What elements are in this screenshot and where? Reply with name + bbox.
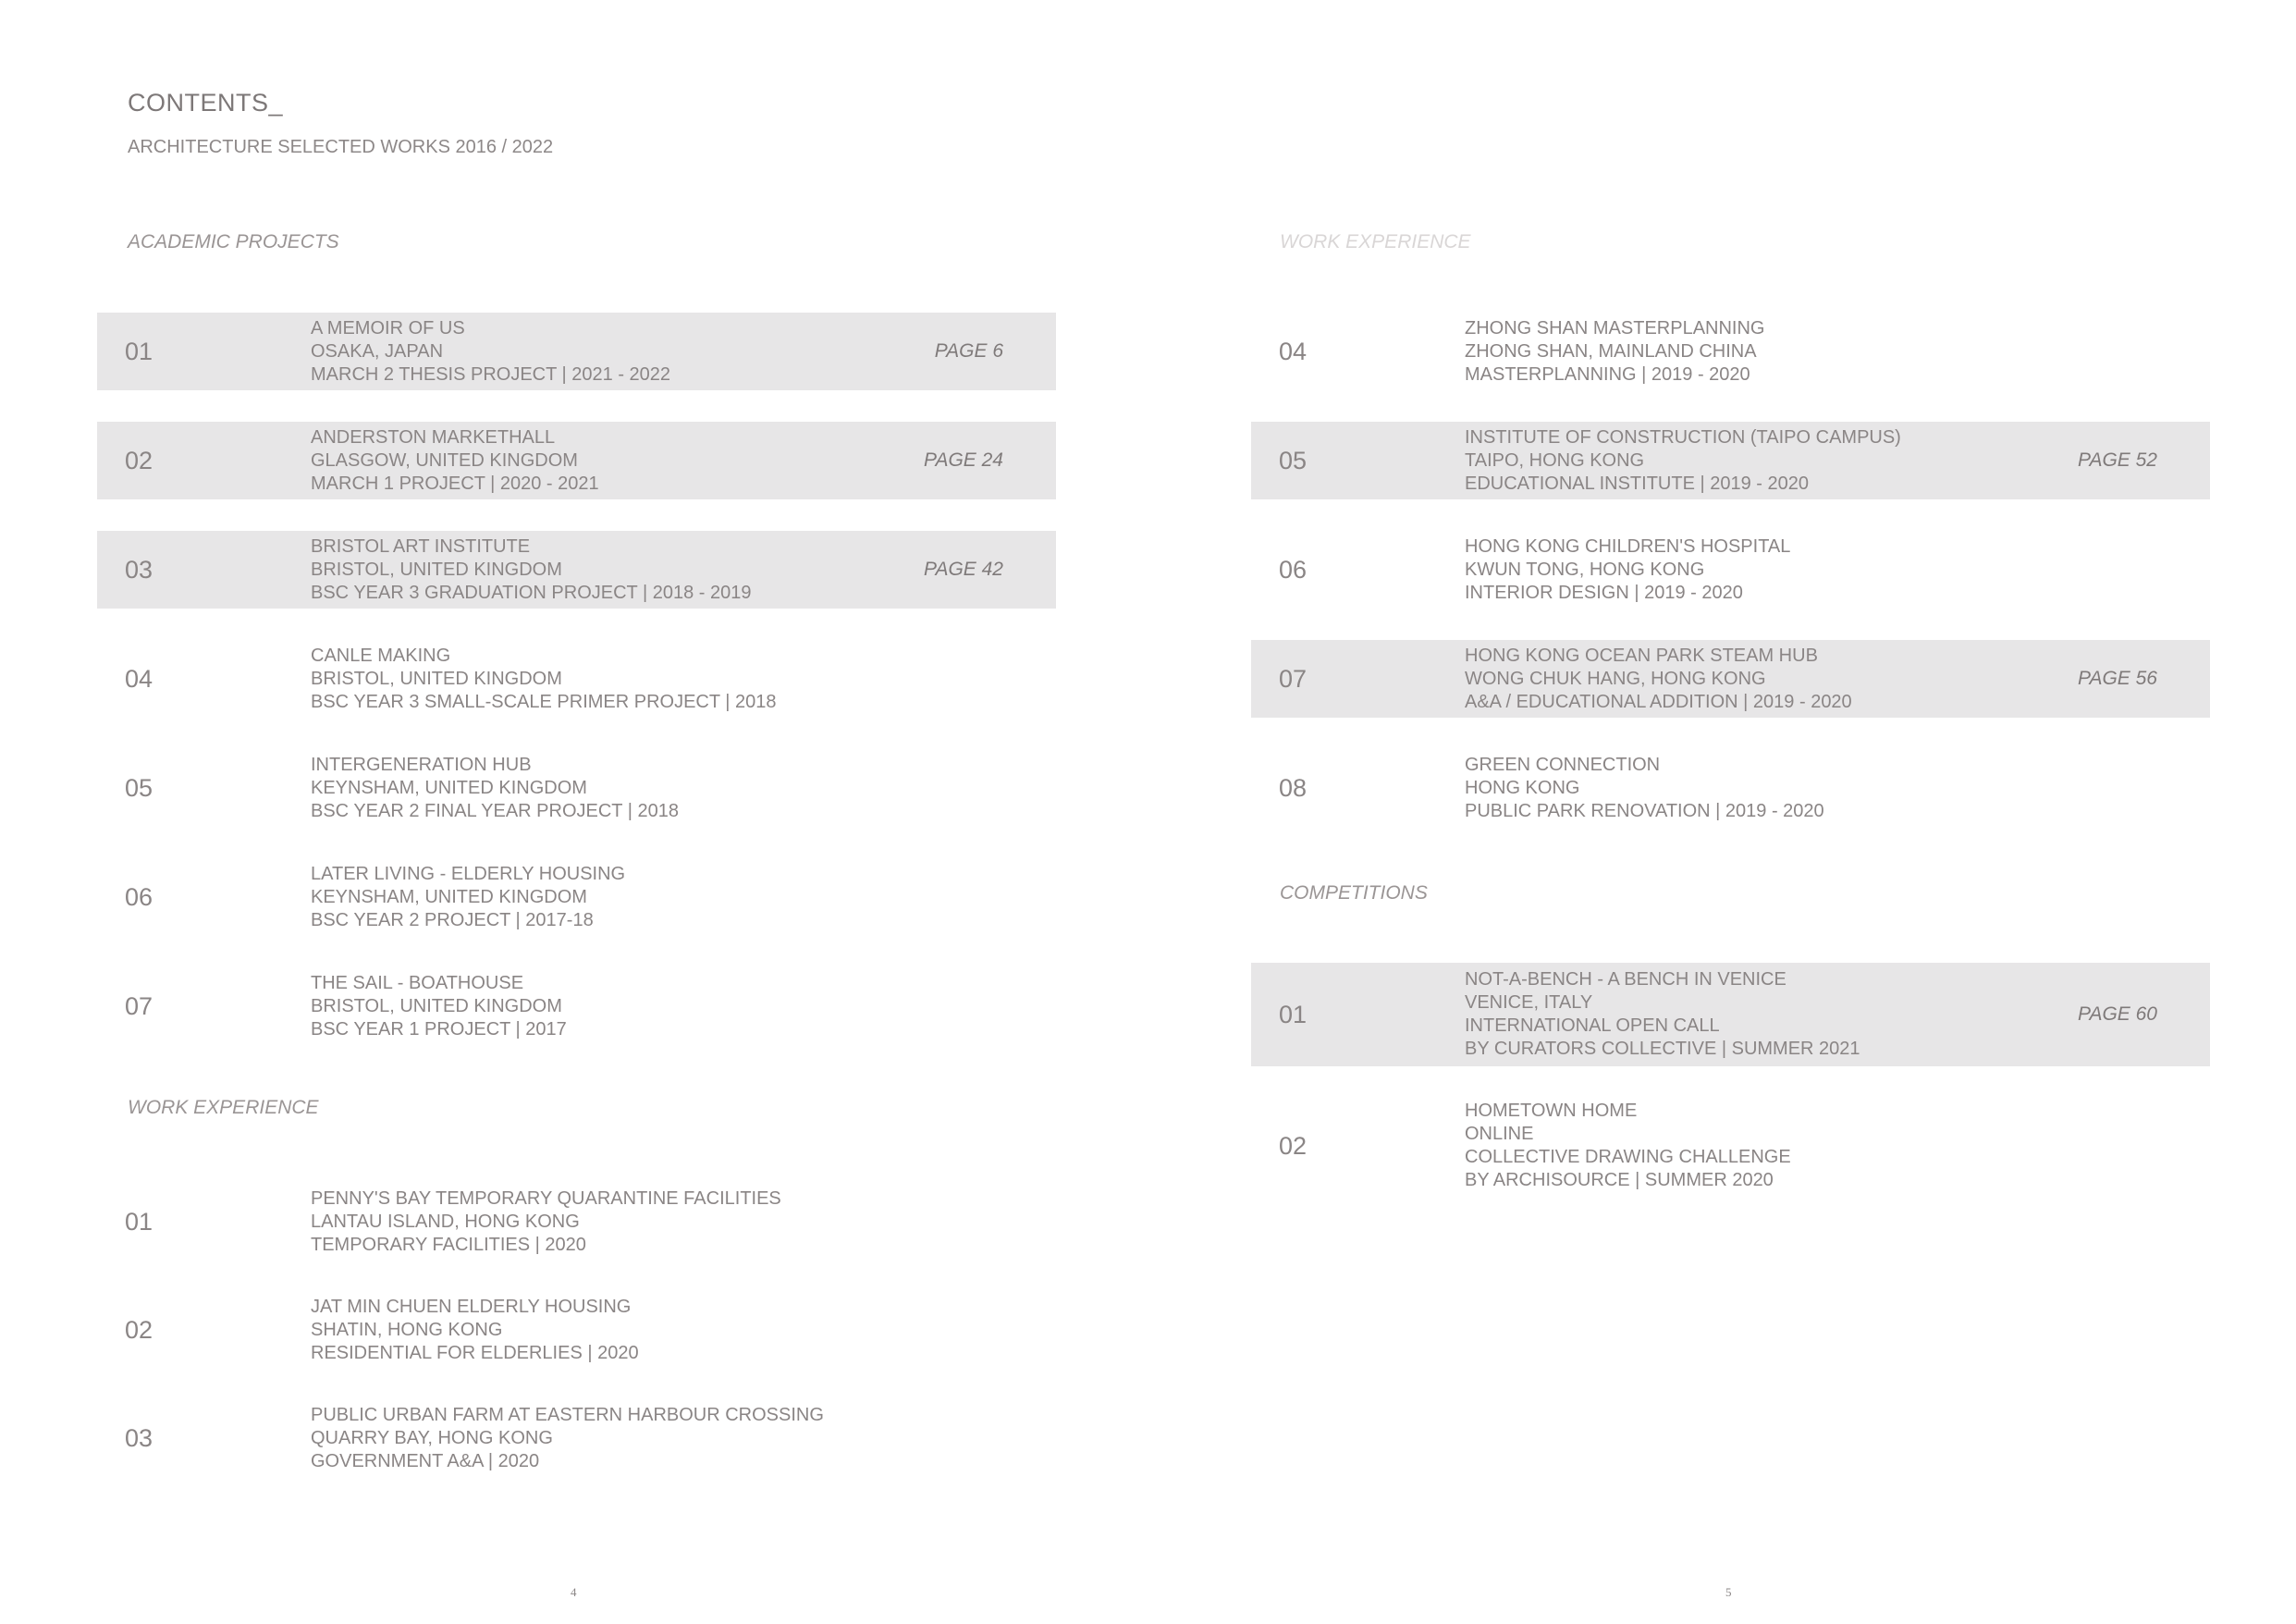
contents-entry: [97, 1399, 1056, 1477]
entry-line: CANLE MAKING: [311, 645, 451, 666]
entry-line: MARCH 2 THESIS PROJECT | 2021 - 2022: [311, 363, 671, 385]
entry-line: JAT MIN CHUEN ELDERLY HOUSING: [311, 1296, 632, 1317]
entry-line: BSC YEAR 2 PROJECT | 2017-18: [311, 909, 594, 930]
entry-line: VENICE, ITALY: [1465, 992, 1593, 1013]
entry-line: INTERGENERATION HUB: [311, 754, 532, 775]
section-label-academic: ACADEMIC PROJECTS: [128, 231, 339, 252]
entry-line: BRISTOL, UNITED KINGDOM: [311, 668, 562, 689]
entry-number: 07: [1279, 665, 1308, 693]
entry-page-reference: PAGE 56: [2078, 668, 2157, 689]
entry-details: [1465, 749, 1824, 827]
entry-number: 06: [1279, 556, 1308, 584]
entry-line: A&A / EDUCATIONAL ADDITION | 2019 - 2020: [1465, 691, 1852, 712]
entry-details: [311, 1291, 639, 1369]
entry-line: THE SAIL - BOATHOUSE: [311, 972, 524, 993]
entry-line: GLASGOW, UNITED KINGDOM: [311, 449, 578, 471]
entry-line: HONG KONG CHILDREN'S HOSPITAL: [1465, 535, 1791, 557]
entry-line: BY ARCHISOURCE | SUMMER 2020: [1465, 1170, 1774, 1190]
entry-line: ZHONG SHAN, MAINLAND CHINA: [1465, 340, 1757, 362]
entry-line: LATER LIVING - ELDERLY HOUSING: [311, 863, 626, 884]
contents-entry: [1251, 1094, 2210, 1198]
entry-line: BSC YEAR 2 FINAL YEAR PROJECT | 2018: [311, 800, 679, 821]
entry-line: MASTERPLANNING | 2019 - 2020: [1465, 363, 1750, 385]
entry-line: PUBLIC PARK RENOVATION | 2019 - 2020: [1465, 800, 1824, 821]
entry-number: 02: [1279, 1132, 1308, 1160]
entry-details: [311, 531, 751, 609]
entry-number: 01: [125, 338, 153, 365]
contents-entry: [97, 422, 1056, 499]
entry-number: 02: [125, 1316, 153, 1344]
entry-page-reference: PAGE 42: [924, 559, 1003, 580]
entry-line: INTERNATIONAL OPEN CALL: [1465, 1015, 1720, 1036]
entry-line: HOMETOWN HOME: [1465, 1101, 1638, 1121]
contents-entry: [97, 531, 1056, 609]
entry-details: [311, 858, 625, 936]
entry-number: 03: [125, 1424, 153, 1452]
contents-entry: [97, 1291, 1056, 1369]
entry-line: NOT-A-BENCH - A BENCH IN VENICE: [1465, 969, 1786, 990]
entry-number: 08: [1279, 774, 1308, 802]
entry-line: BRISTOL, UNITED KINGDOM: [311, 559, 562, 580]
contents-entry: [1251, 313, 2210, 390]
entry-line: BRISTOL ART INSTITUTE: [311, 535, 531, 557]
entry-line: PENNY'S BAY TEMPORARY QUARANTINE FACILITIES: [311, 1187, 781, 1209]
entry-page-reference: PAGE 52: [2078, 449, 2157, 471]
entry-line: KWUN TONG, HONG KONG: [1465, 559, 1705, 580]
entry-line: INTERIOR DESIGN | 2019 - 2020: [1465, 582, 1743, 603]
entry-details: [311, 422, 599, 499]
entry-line: ZHONG SHAN MASTERPLANNING: [1465, 317, 1765, 338]
entry-line: SHATIN, HONG KONG: [311, 1319, 503, 1340]
entry-details: [311, 749, 679, 827]
contents-entry: [97, 1183, 1056, 1261]
entry-number: 06: [125, 883, 153, 911]
section-label-competitions: COMPETITIONS: [1280, 882, 1428, 904]
entry-number: 05: [125, 774, 153, 802]
entry-line: BRISTOL, UNITED KINGDOM: [311, 995, 562, 1016]
entry-line: COLLECTIVE DRAWING CHALLENGE: [1465, 1147, 1791, 1167]
page-subtitle: ARCHITECTURE SELECTED WORKS 2016 / 2022: [128, 137, 554, 157]
entry-line: BSC YEAR 1 PROJECT | 2017: [311, 1018, 567, 1040]
contents-entry: [1251, 963, 2210, 1066]
entry-details: [311, 313, 670, 390]
page-number-right: 5: [1725, 1585, 1732, 1599]
page-number-left: 4: [571, 1585, 577, 1599]
contents-entry: [97, 858, 1056, 936]
entry-line: RESIDENTIAL FOR ELDERLIES | 2020: [311, 1342, 639, 1363]
entry-number: 05: [1279, 447, 1308, 474]
contents-entry: [1251, 640, 2210, 718]
entry-line: ANDERSTON MARKETHALL: [311, 426, 556, 448]
entry-details: [311, 640, 777, 718]
entry-details: [1465, 313, 1764, 390]
entry-line: BSC YEAR 3 SMALL-SCALE PRIMER PROJECT | 2018: [311, 691, 777, 712]
entry-number: 01: [1279, 1001, 1308, 1028]
entry-line: LANTAU ISLAND, HONG KONG: [311, 1211, 580, 1232]
entry-line: WONG CHUK HANG, HONG KONG: [1465, 668, 1766, 689]
entry-line: KEYNSHAM, UNITED KINGDOM: [311, 777, 587, 798]
entry-page-reference: PAGE 6: [934, 340, 1003, 362]
contents-entry: [1251, 531, 2210, 609]
entry-line: TEMPORARY FACILITIES | 2020: [311, 1234, 586, 1255]
contents-entry: [97, 967, 1056, 1045]
entry-line: TAIPO, HONG KONG: [1465, 449, 1645, 471]
entry-page-reference: PAGE 60: [2078, 1003, 2157, 1025]
entry-line: GOVERNMENT A&A | 2020: [311, 1450, 540, 1471]
entry-number: 02: [125, 447, 153, 474]
entry-details: [311, 967, 567, 1045]
page-title: CONTENTS_: [128, 89, 284, 117]
entry-details: [311, 1183, 781, 1261]
section-label-work-experience-right: WORK EXPERIENCE: [1280, 231, 1471, 252]
entry-details: [311, 1399, 824, 1477]
entry-details: [1465, 531, 1790, 609]
entry-details: [1465, 640, 1852, 718]
entry-details: [1465, 963, 1860, 1066]
entry-details: [1465, 422, 1901, 499]
entry-line: MARCH 1 PROJECT | 2020 - 2021: [311, 473, 599, 494]
entry-line: HONG KONG: [1465, 777, 1580, 798]
entry-line: HONG KONG OCEAN PARK STEAM HUB: [1465, 645, 1818, 666]
entry-line: BSC YEAR 3 GRADUATION PROJECT | 2018 - 2019: [311, 582, 752, 603]
entry-line: GREEN CONNECTION: [1465, 754, 1661, 775]
entry-number: 07: [125, 992, 153, 1020]
contents-entry: [97, 313, 1056, 390]
entry-line: ONLINE: [1465, 1124, 1534, 1144]
entry-line: INSTITUTE OF CONSTRUCTION (TAIPO CAMPUS): [1465, 426, 1901, 448]
entry-line: EDUCATIONAL INSTITUTE | 2019 - 2020: [1465, 473, 1809, 494]
entry-number: 01: [125, 1208, 153, 1236]
entry-line: KEYNSHAM, UNITED KINGDOM: [311, 886, 587, 907]
entry-line: OSAKA, JAPAN: [311, 340, 444, 362]
entry-page-reference: PAGE 24: [924, 449, 1003, 471]
contents-entry: [1251, 422, 2210, 499]
entry-details: [1465, 1094, 1791, 1198]
contents-entry: [97, 749, 1056, 827]
contents-entry: [97, 640, 1056, 718]
section-label-work-experience: WORK EXPERIENCE: [128, 1097, 319, 1118]
entry-line: BY CURATORS COLLECTIVE | SUMMER 2021: [1465, 1039, 1860, 1059]
entry-line: QUARRY BAY, HONG KONG: [311, 1427, 553, 1448]
entry-line: PUBLIC URBAN FARM AT EASTERN HARBOUR CROSSING: [311, 1404, 824, 1425]
entry-line: A MEMOIR OF US: [311, 317, 465, 338]
entry-number: 04: [125, 665, 153, 693]
contents-entry: [1251, 749, 2210, 827]
entry-number: 03: [125, 556, 153, 584]
entry-number: 04: [1279, 338, 1308, 365]
